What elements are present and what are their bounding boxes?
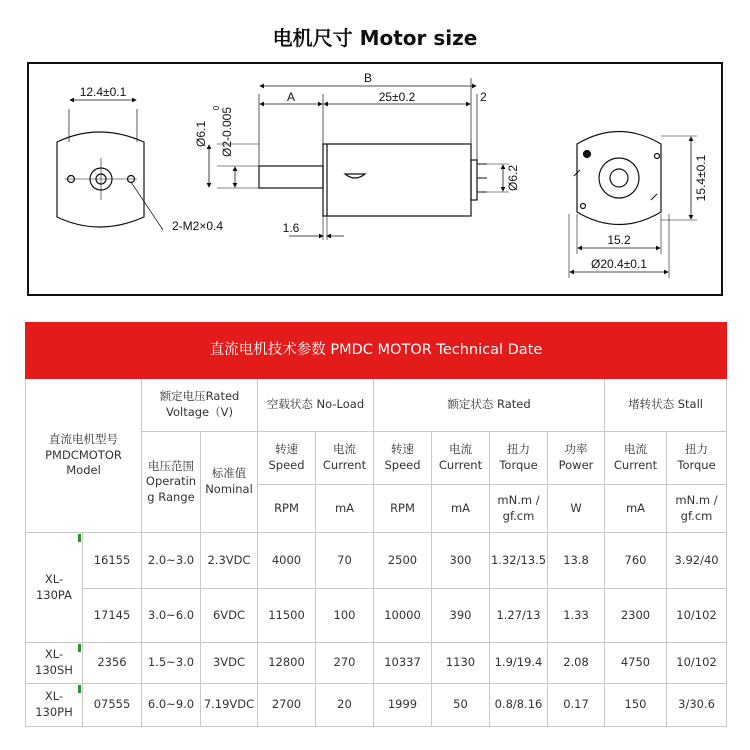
range-cell: 3.0~6.0	[142, 589, 201, 643]
unit-ma: mA	[605, 485, 667, 533]
side-view	[209, 78, 509, 240]
nl-speed-cell: 12800	[258, 643, 316, 684]
series-cell: XL- 130PA	[26, 533, 83, 643]
page-title: 电机尺寸 Motor size	[272, 26, 478, 50]
front-outline	[57, 132, 144, 227]
series-cell: XL- 130PH	[26, 684, 83, 727]
r-power-cell: 2.08	[548, 643, 605, 684]
rated-speed-header: 转速 Speed	[374, 432, 432, 485]
r-speed-cell: 10000	[374, 589, 432, 643]
r-torque-cell: 1.9/19.4	[490, 643, 548, 684]
nl-current-cell: 20	[316, 684, 374, 727]
rated-voltage-header: 额定电压Rated Voltage（V)	[142, 379, 258, 432]
r-current-cell: 1130	[432, 643, 490, 684]
unit-torque: mN.m / gf.cm	[490, 485, 548, 533]
end-cap	[471, 160, 477, 200]
r-current-cell: 300	[432, 533, 490, 589]
body-notch	[345, 174, 365, 178]
stall-header: 堵转状态 Stall	[605, 379, 727, 432]
nl-current-cell: 270	[316, 643, 374, 684]
r-current-cell: 390	[432, 589, 490, 643]
rated-header: 额定状态 Rated	[374, 379, 605, 432]
shaft-outline	[259, 166, 323, 188]
r-current-cell: 50	[432, 684, 490, 727]
dim-B: B	[363, 71, 373, 85]
s-torque-cell: 3/30.6	[667, 684, 727, 727]
dim-shaft-tol-top: 0	[212, 105, 221, 111]
table-row	[26, 684, 727, 727]
range-cell: 2.0~3.0	[142, 533, 201, 589]
unit-w: W	[548, 485, 605, 533]
model-cell: 17145	[83, 589, 142, 643]
nominal-cell: 7.19VDC	[201, 684, 258, 727]
table-row	[26, 533, 727, 589]
unit-torque-stall: mN.m / gf.cm	[667, 485, 727, 533]
nominal-cell: 3VDC	[201, 643, 258, 684]
back-hub-inner	[610, 169, 628, 187]
model-cell: 16155	[83, 533, 142, 589]
r-torque-cell: 1.27/13	[490, 589, 548, 643]
s-current-cell: 4750	[605, 643, 667, 684]
motor-drawing-frame	[27, 62, 723, 296]
dim-boss: 1.6	[282, 221, 300, 235]
back-hub-outer	[599, 158, 639, 198]
dim-back-width: 15.2	[607, 233, 631, 247]
rated-current-header: 电流 Current	[432, 432, 490, 485]
dim-A: A	[286, 90, 296, 104]
unit-rpm: RPM	[258, 485, 316, 533]
nl-speed-cell: 2700	[258, 684, 316, 727]
nl-current-cell: 70	[316, 533, 374, 589]
rated-torque-header: 扭力 Torque	[490, 432, 548, 485]
model-header: 直流电机型号 PMDCMOTOR Model	[26, 379, 142, 533]
r-torque-cell: 1.32/13.5	[490, 533, 548, 589]
r-speed-cell: 1999	[374, 684, 432, 727]
r-speed-cell: 10337	[374, 643, 432, 684]
nominal-header: 标准值 Nominal	[201, 432, 258, 533]
dim-shaft-tol: Ø2-0.005	[220, 106, 234, 158]
s-current-cell: 2300	[605, 589, 667, 643]
nominal-cell: 2.3VDC	[201, 533, 258, 589]
unit-rpm: RPM	[374, 485, 432, 533]
motor-body	[323, 144, 471, 216]
table-banner: 直流电机技术参数 PMDC MOTOR Technical Date	[26, 323, 727, 379]
front-view	[57, 100, 163, 230]
spec-table-wrap	[25, 322, 726, 727]
dim-front-width: 12.4±0.1	[79, 85, 127, 99]
dim-back-height: 15.4±0.1	[694, 154, 708, 202]
back-dot	[584, 151, 591, 158]
noload-speed-header: 转速 Speed	[258, 432, 316, 485]
dim-back-dia: Ø20.4±0.1	[591, 257, 647, 271]
dim-shaft-dia: Ø6.1	[194, 120, 208, 148]
r-power-cell: 13.8	[548, 533, 605, 589]
unit-ma: mA	[316, 485, 374, 533]
s-torque-cell: 10/102	[667, 643, 727, 684]
s-current-cell: 760	[605, 533, 667, 589]
model-cell: 07555	[83, 684, 142, 727]
s-torque-cell: 10/102	[667, 589, 727, 643]
motor-dimension-drawing	[29, 64, 721, 294]
model-cell: 2356	[83, 643, 142, 684]
unit-ma: mA	[432, 485, 490, 533]
dim-end: 2	[480, 90, 487, 104]
dim-body-dia: Ø6.2	[506, 164, 520, 192]
dim-thread: 2-M2×0.4	[172, 219, 224, 233]
back-outline	[577, 132, 661, 225]
r-speed-cell: 2500	[374, 533, 432, 589]
table-row	[26, 589, 727, 643]
dim-body-length: 25±0.2	[378, 90, 416, 104]
series-cell: XL- 130SH	[26, 643, 83, 684]
stall-current-header: 电流 Current	[605, 432, 667, 485]
table-row	[26, 643, 727, 684]
range-header: 电压范围 Operatin g Range	[142, 432, 201, 533]
s-torque-cell: 3.92/40	[667, 533, 727, 589]
spec-table	[25, 322, 727, 727]
range-cell: 6.0~9.0	[142, 684, 201, 727]
rated-power-header: 功率 Power	[548, 432, 605, 485]
noload-header: 空载状态 No-Load	[258, 379, 374, 432]
range-cell: 1.5~3.0	[142, 643, 201, 684]
nl-current-cell: 100	[316, 589, 374, 643]
nl-speed-cell: 11500	[258, 589, 316, 643]
r-power-cell: 0.17	[548, 684, 605, 727]
s-current-cell: 150	[605, 684, 667, 727]
noload-current-header: 电流 Current	[316, 432, 374, 485]
r-torque-cell: 0.8/8.16	[490, 684, 548, 727]
r-power-cell: 1.33	[548, 589, 605, 643]
nominal-cell: 6VDC	[201, 589, 258, 643]
stall-torque-header: 扭力 Torque	[667, 432, 727, 485]
nl-speed-cell: 4000	[258, 533, 316, 589]
